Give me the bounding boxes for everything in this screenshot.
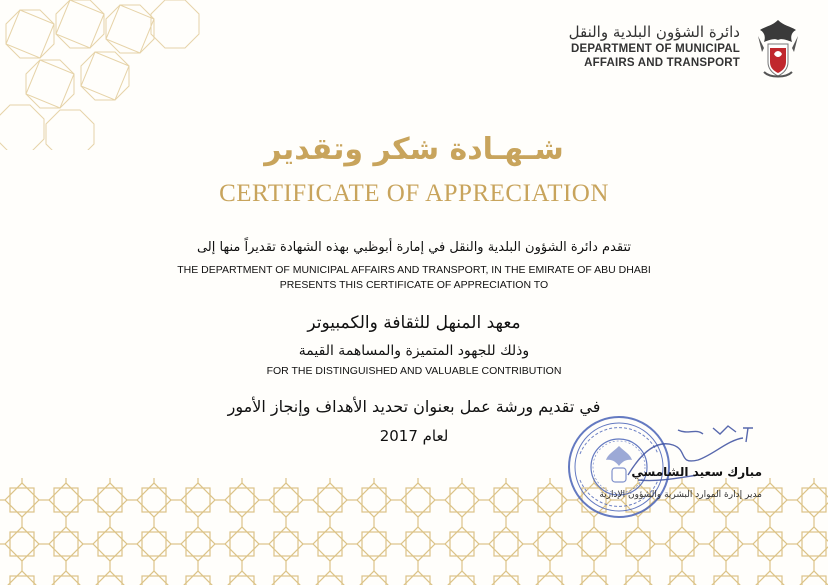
abu-dhabi-falcon-emblem xyxy=(754,18,802,82)
department-name-english-line1: DEPARTMENT OF MUNICIPAL xyxy=(571,43,740,55)
certificate-title-english: CERTIFICATE OF APPRECIATION xyxy=(219,180,609,207)
corner-ornament-pattern xyxy=(0,0,240,150)
department-name-arabic: دائرة الشؤون البلدية والنقل xyxy=(568,23,740,41)
intro-text-english-line1: THE DEPARTMENT OF MUNICIPAL AFFAIRS AND TRANSPORT, IN THE EMIRATE OF ABU DHABI xyxy=(177,264,651,276)
contribution-text-english: FOR THE DISTINGUISHED AND VALUABLE CONTRIBUTION xyxy=(266,365,562,377)
department-header xyxy=(569,22,740,70)
workshop-description: في تقديم ورشة عمل بعنوان تحديد الأهداف وإنجاز الأمور xyxy=(227,397,601,416)
recipient-name: معهد المنهل للثقافة والكمبيوتر xyxy=(307,313,521,333)
certificate-title-arabic: شـهـادة شكر وتقدير xyxy=(264,132,564,167)
department-name-english-line2: AFFAIRS AND TRANSPORT xyxy=(584,57,740,69)
signatory-name: مبارك سعيد الشامسي xyxy=(631,465,762,479)
contribution-text-arabic: وذلك للجهود المتميزة والمساهمة القيمة xyxy=(298,343,530,359)
certificate-year: لعام 2017 xyxy=(379,427,449,445)
signatory-title: مدير إدارة الموارد البشرية والشؤون الإدارية xyxy=(599,490,762,500)
intro-text-arabic: تتقدم دائرة الشؤون البلدية والنقل في إمارة أبوظبي بهذه الشهادة تقديراً منها إلى xyxy=(196,240,632,255)
handwritten-signature xyxy=(618,420,768,490)
intro-text-english-line2: PRESENTS THIS CERTIFICATE OF APPRECIATION TO xyxy=(279,279,549,291)
